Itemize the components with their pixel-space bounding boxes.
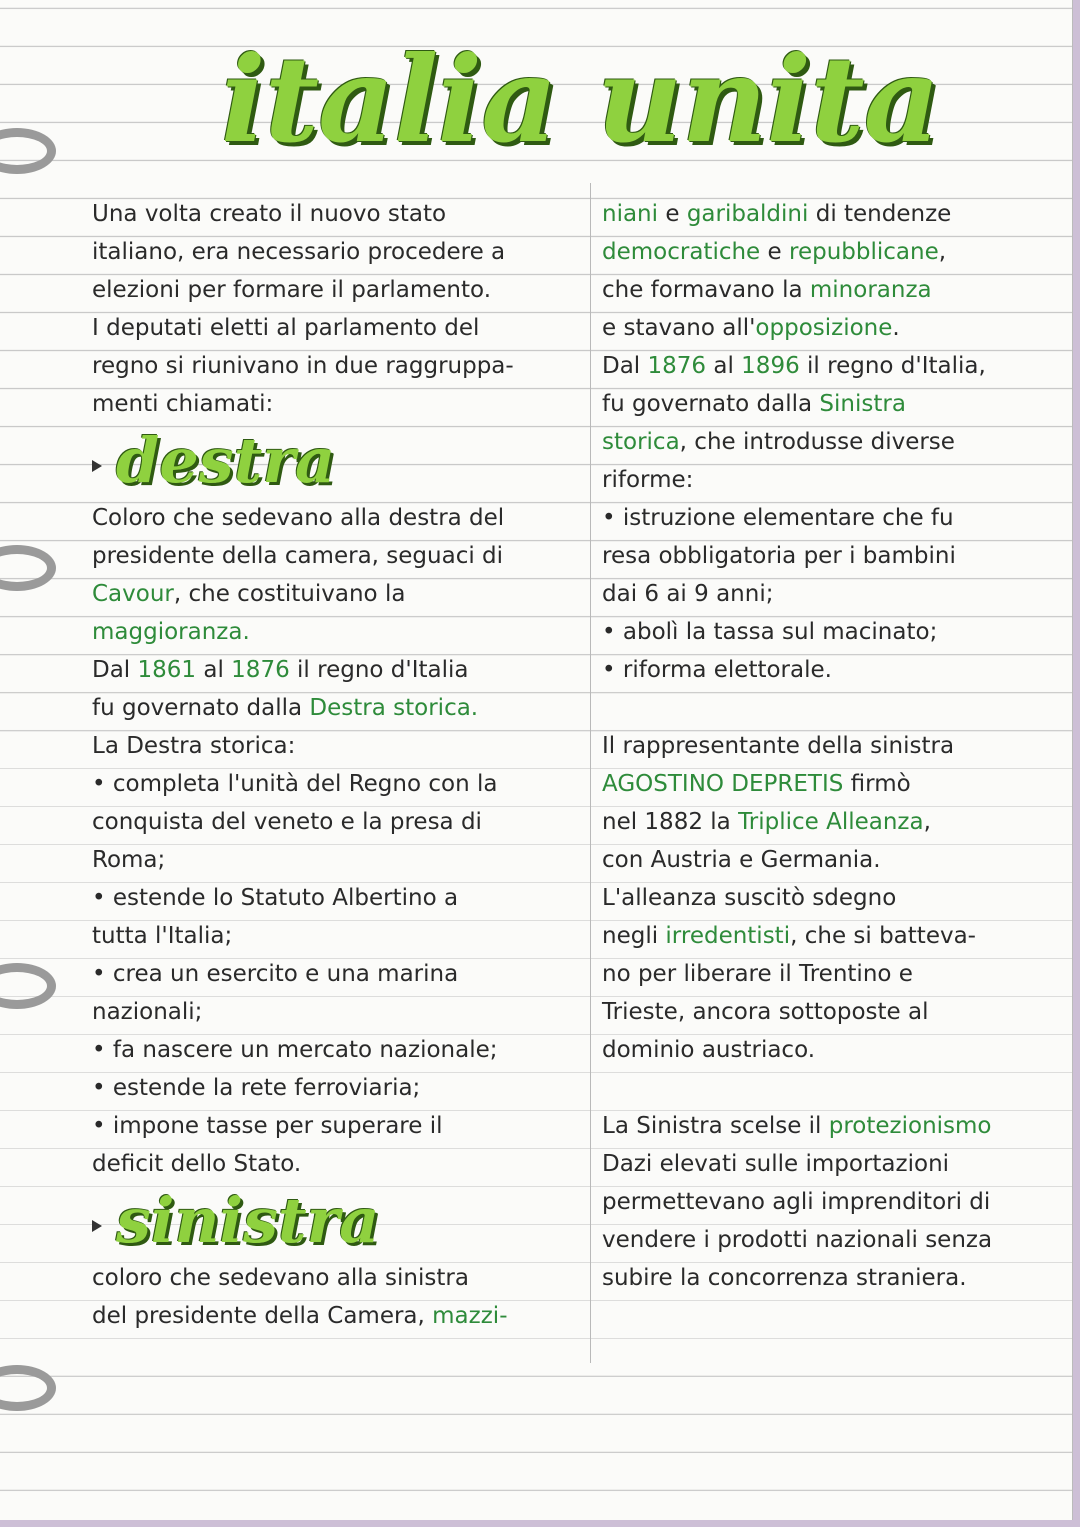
text-line: elezioni per formare il parlamento. — [92, 277, 492, 303]
text-line: AGOSTINO DEPRETIS firmò — [602, 771, 911, 797]
text-line: deficit dello Stato. — [92, 1151, 302, 1177]
triangle-bullet-icon — [92, 1220, 102, 1232]
text-line: fu governato dalla Sinistra — [602, 391, 906, 417]
page-title: italia unita — [220, 30, 940, 169]
text-line: storica, che introdusse diverse — [602, 429, 955, 455]
text-line: • fa nascere un mercato nazionale; — [92, 1037, 498, 1063]
text-line: no per liberare il Trentino e — [602, 961, 913, 987]
text-line: negli irredentisti, che si batteva- — [602, 923, 976, 949]
text-line: Dal 1861 al 1876 il regno d'Italia — [92, 657, 469, 683]
text-line: • estende la rete ferroviaria; — [92, 1075, 421, 1101]
text-line: La Destra storica: — [92, 733, 296, 759]
text-line: • completa l'unità del Regno con la — [92, 771, 498, 797]
text-line: Cavour, che costituivano la — [92, 581, 406, 607]
binder-ring — [0, 128, 56, 174]
left-column — [92, 195, 587, 1335]
text-line: permettevano agli imprenditori di — [602, 1189, 991, 1215]
text-line: • impone tasse per superare il — [92, 1113, 443, 1139]
text-line: regno si riunivano in due raggruppa- — [92, 353, 514, 379]
text-line: riforme: — [602, 467, 694, 493]
column-divider — [590, 183, 591, 1363]
text-line: del presidente della Camera, mazzi- — [92, 1303, 508, 1329]
text-line: coloro che sedevano alla sinistra — [92, 1265, 469, 1291]
text-line: dai 6 ai 9 anni; — [602, 581, 774, 607]
text-line: menti chiamati: — [92, 391, 274, 417]
blank-line — [602, 1069, 1067, 1107]
text-line: • estende lo Statuto Albertino a — [92, 885, 459, 911]
text-line: Dal 1876 al 1896 il regno d'Italia, — [602, 353, 986, 379]
text-line: Roma; — [92, 847, 166, 873]
text-line: tutta l'Italia; — [92, 923, 233, 949]
binder-ring — [0, 545, 56, 591]
text-line: maggioranza. — [92, 619, 250, 645]
heading-sinistra: sinistra — [92, 1183, 587, 1259]
triangle-bullet-icon — [92, 460, 102, 472]
text-line: Trieste, ancora sottoposte al — [602, 999, 929, 1025]
text-line: • abolì la tassa sul macinato; — [602, 619, 938, 645]
heading-destra: destra — [92, 423, 587, 499]
text-line: I deputati eletti al parlamento del — [92, 315, 480, 341]
text-line: resa obbligatoria per i bambini — [602, 543, 956, 569]
text-line: italiano, era necessario procedere a — [92, 239, 506, 265]
text-line: vendere i prodotti nazionali senza — [602, 1227, 993, 1253]
text-line: Una volta creato il nuovo stato — [92, 201, 447, 227]
text-line: • crea un esercito e una marina — [92, 961, 459, 987]
text-line: • istruzione elementare che fu — [602, 505, 954, 531]
text-line: subire la concorrenza straniera. — [602, 1265, 967, 1291]
binder-ring — [0, 1365, 56, 1411]
text-line: nazionali; — [92, 999, 203, 1025]
text-line: La Sinistra scelse il protezionismo — [602, 1113, 992, 1139]
text-line: che formavano la minoranza — [602, 277, 932, 303]
text-line: niani e garibaldini di tendenze — [602, 201, 952, 227]
text-line: presidente della camera, seguaci di — [92, 543, 504, 569]
text-line: e stavano all'opposizione. — [602, 315, 900, 341]
text-line: democratiche e repubblicane, — [602, 239, 947, 265]
text-line: dominio austriaco. — [602, 1037, 816, 1063]
text-line: • riforma elettorale. — [602, 657, 832, 683]
text-line: nel 1882 la Triplice Alleanza, — [602, 809, 931, 835]
right-column — [602, 195, 1067, 1297]
binder-ring — [0, 963, 56, 1009]
text-line: fu governato dalla Destra storica. — [92, 695, 479, 721]
text-line: Dazi elevati sulle importazioni — [602, 1151, 950, 1177]
text-line: Il rappresentante della sinistra — [602, 733, 955, 759]
text-line: con Austria e Germania. — [602, 847, 881, 873]
text-line: conquista del veneto e la presa di — [92, 809, 482, 835]
text-line: L'alleanza suscitò sdegno — [602, 885, 897, 911]
blank-line — [602, 689, 1067, 727]
text-line: Coloro che sedevano alla destra del — [92, 505, 505, 531]
